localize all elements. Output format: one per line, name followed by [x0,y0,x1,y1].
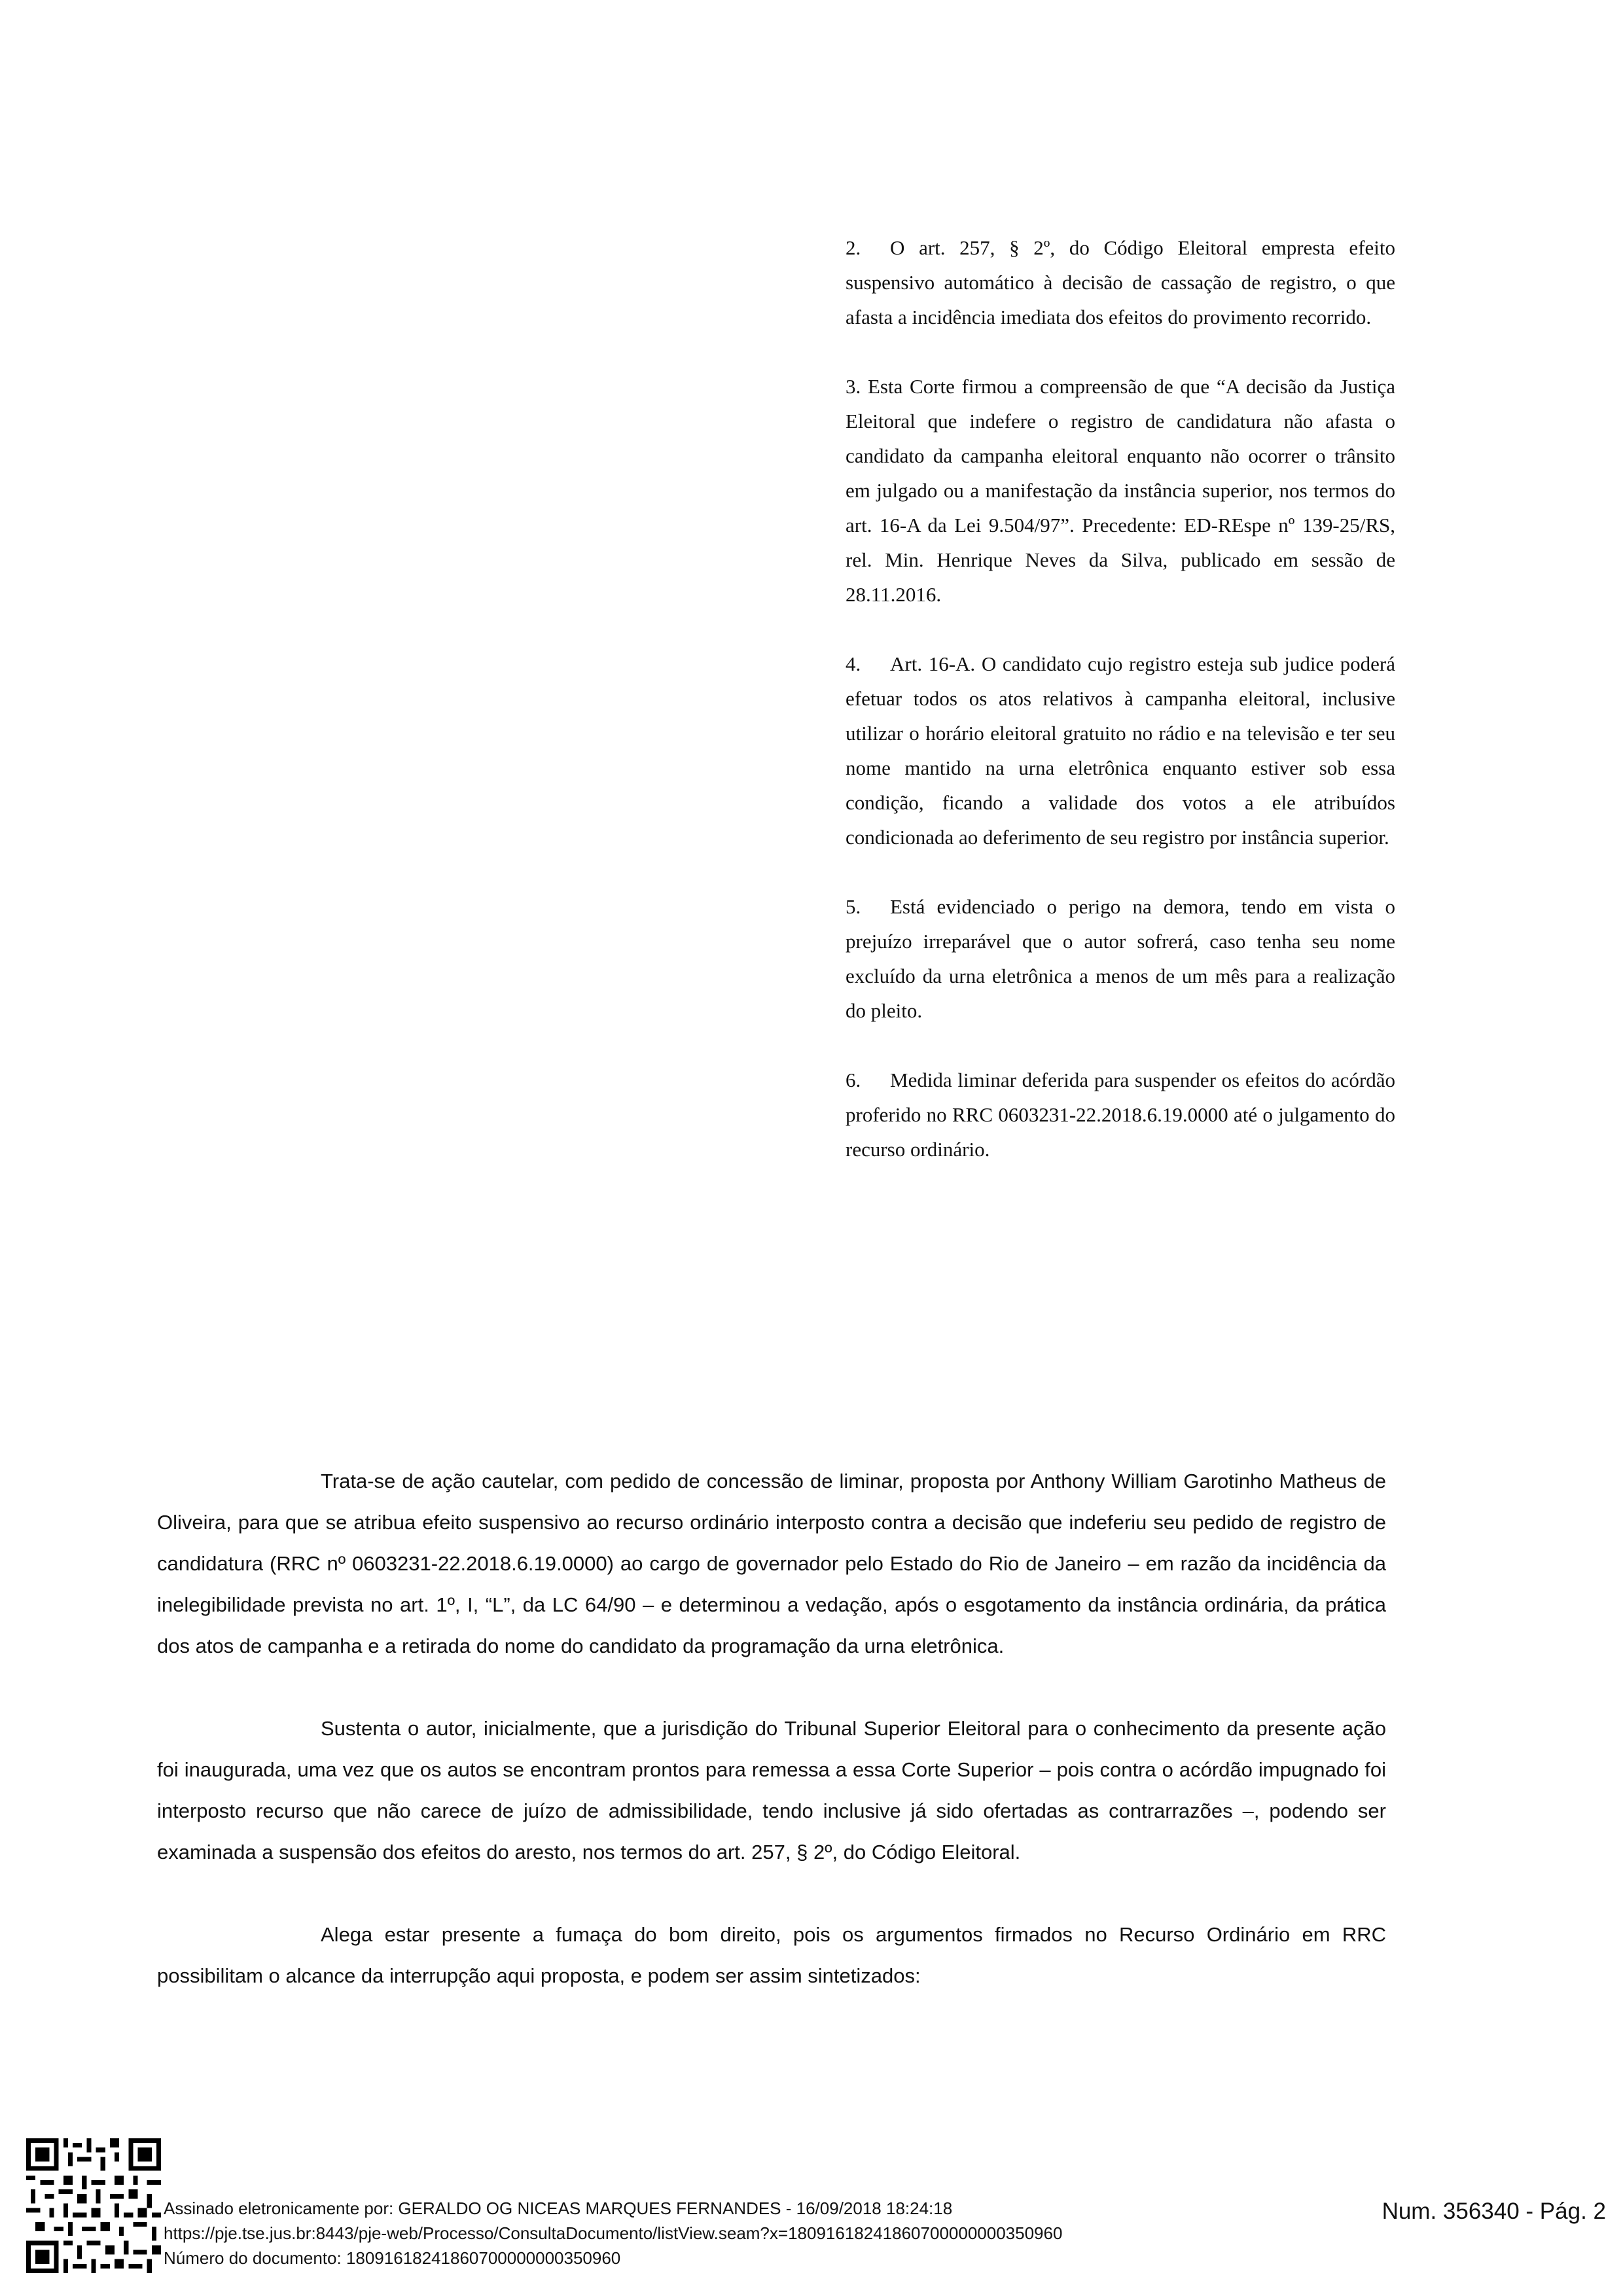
qr-code-icon [26,2138,161,2273]
ementa-item-number: 2. [846,236,861,259]
signature-block [164,2196,1062,2270]
ementa-item-text: Medida liminar deferida para suspender os efeitos do acórdão proferido no RRC 0603231-22.2018.6.19.0000 até o julgamento do recurso ordinário. [846,1069,1395,1161]
document-number: Número do documento: 18091618241860700000000350960 [164,2248,621,2268]
ementa-block [846,230,1395,1167]
ementa-item [846,646,1395,855]
ementa-item [846,369,1395,612]
body-paragraph: Sustenta o autor, inicialmente, que a jurisdição do Tribunal Superior Eleitoral para o conhecimento da presente ação foi inaugurada, uma vez que os autos se encontram prontos para remessa a essa Corte Superior – pois contra o acórdão impugnado foi interposto recurso que não carece de juízo de admissibilidade, tendo inclusive já sido ofertadas as contrarrazões –, podendo ser examinada a suspensão dos efeitos do aresto, nos termos do art. 257, § 2º, do Código Eleitoral. [157,1717,1386,1863]
ementa-item-text: O art. 257, § 2º, do Código Eleitoral empresta efeito suspensivo automático à decisão de cassação de registro, o que afasta a incidência imediata dos efeitos do provimento recorrido. [846,236,1395,328]
page-number: Num. 356340 - Pág. 2 [1382,2199,1606,2224]
ementa-item [846,230,1395,334]
ementa-item [846,889,1395,1028]
ementa-item-text: Art. 16-A. O candidato cujo registro esteja sub judice poderá efetuar todos os atos relativos à campanha eleitoral, inclusive utilizar o horário eleitoral gratuito no rádio e na televisão e ter seu nome mantido na urna eletrônica enquanto estiver sob essa condição, ficando a validade dos votos a ele atribuídos condicionada ao deferimento de seu registro por instância superior. [846,652,1395,849]
ementa-item-text: Está evidenciado o perigo na demora, tendo em vista o prejuízo irreparável que o autor sofrerá, caso tenha seu nome excluído da urna eletrônica a menos de um mês para a realização do pleito. [846,895,1395,1022]
ementa-item-number: 6. [846,1069,861,1091]
ementa-item-text: Esta Corte firmou a compreensão de que “A decisão da Justiça Eleitoral que indefere o registro de candidatura não afasta o candidato da campanha eleitoral enquanto não ocorrer o trânsito em julgado ou a manifestação da instância superior, nos termos do art. 16-A da Lei 9.504/97”. Precedente: ED-REspe nº 139-25/RS, rel. Min. Henrique Neves da Silva, publicado em sessão de 28.11.2016. [846,375,1396,606]
ementa-item-number: 4. [846,652,861,675]
body-paragraph: Alega estar presente a fumaça do bom direito, pois os argumentos firmados no Recurso Ordinário em RRC possibilitam o alcance da interrupção aqui proposta, e podem ser assim sintetizados: [157,1923,1386,1987]
ementa-item-number: 3. [846,375,861,398]
body-paragraph: Trata-se de ação cautelar, com pedido de concessão de liminar, proposta por Anthony William Garotinho Matheus de Oliveira, para que se atribua efeito suspensivo ao recurso ordinário interposto contra a decisão que indeferiu seu pedido de registro de candidatura (RRC nº 0603231-22.2018.6.19.0000) ao cargo de governador pelo Estado do Rio de Janeiro – em razão da incidência da inelegibilidade prevista no art. 1º, I, “L”, da LC 64/90 – e determinou a vedação, após o esgotamento da instância ordinária, da prática dos atos de campanha e a retirada do nome do candidato da programação da urna eletrônica. [157,1470,1386,1657]
report-body [157,1460,1386,1996]
ementa-item-number: 5. [846,895,861,918]
ementa-item [846,1063,1395,1167]
document-url[interactable]: https://pje.tse.jus.br:8443/pje-web/Processo/ConsultaDocumento/listView.seam?x=18091618241860700000000350960 [164,2223,1063,2243]
signature-line: Assinado eletronicamente por: GERALDO OG NICEAS MARQUES FERNANDES - 16/09/2018 18:24:18 [164,2199,953,2218]
